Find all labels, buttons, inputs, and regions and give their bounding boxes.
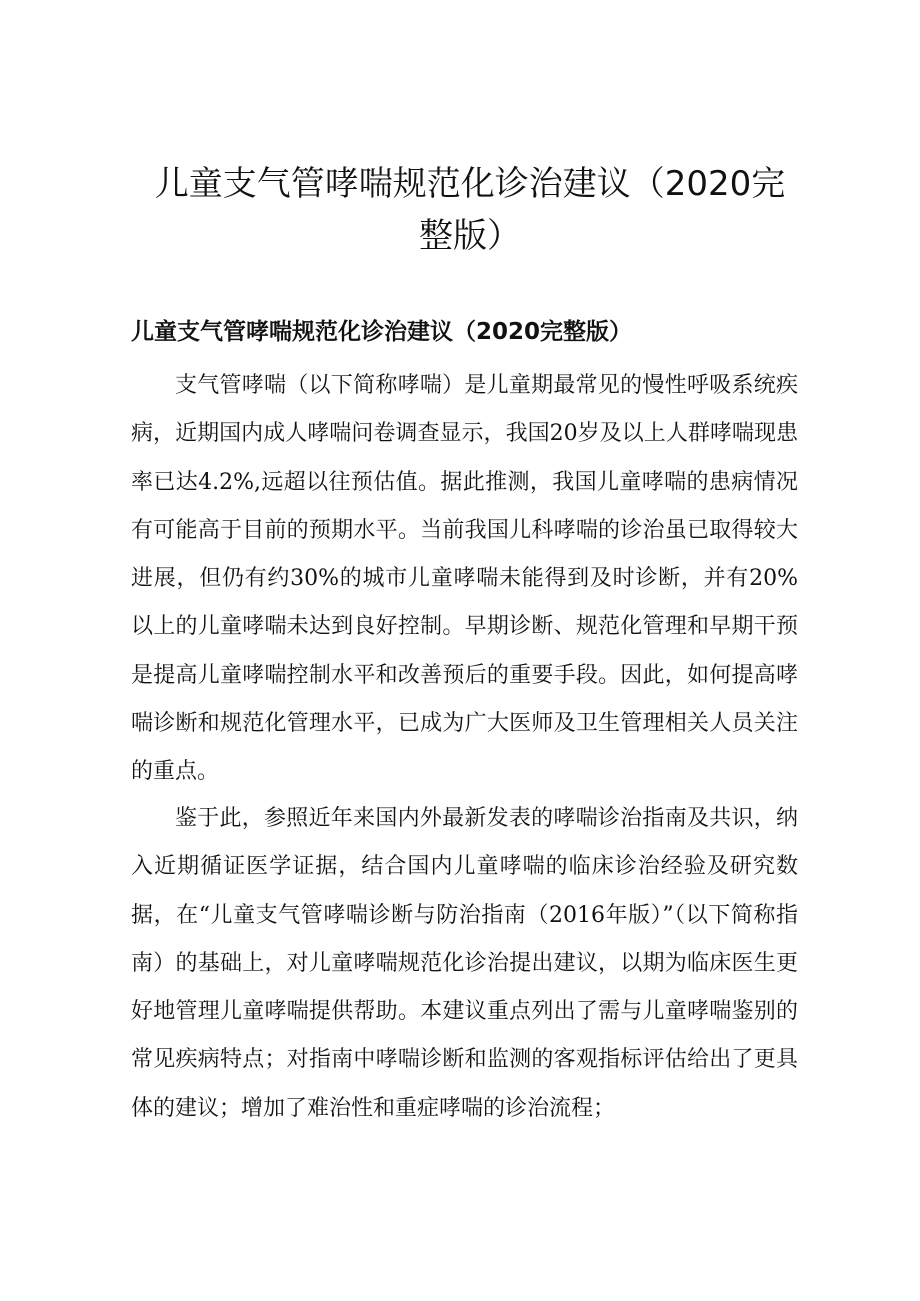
body-paragraph-2: 鉴于此，参照近年来国内外最新发表的哮喘诊治指南及共识，纳入近期循证医学证据，结合国内儿童哮喘的临床诊治经验及研究数据，在“儿童支气管哮喘诊断与防治指南（2016年版）”（以下简称指南）的基础上，对儿童哮喘规范化诊治提出建议，以期为临床医生更好地管理儿童哮喘提供帮助。本建议重点列出了需与儿童哮喘鉴别的常见疾病特点；对指南中哮喘诊断和监测的客观指标评估给出了更具体的建议；增加了难治性和重症哮喘的诊治流程； — [131, 806, 798, 1121]
body-paragraph-1: 支气管哮喘（以下简称哮喘）是儿童期最常见的慢性呼吸系统疾病，近期国内成人哮喘问卷调查显示，我国20岁及以上人群哮喘现患率已达4.2%,远超以往预估值。据此推测，我国儿童哮喘的患病情况有可能高于目前的预期水平。当前我国儿科哮喘的诊治虽已取得较大进展，但仍有约30%的城市儿童哮喘未能得到及时诊断，并有20%以上的儿童哮喘未达到良好控制。早期诊断、规范化管理和早期干预是提高儿童哮喘控制水平和改善预后的重要手段。因此，如何提高哮喘诊断和规范化管理水平，已成为广大医师及卫生管理相关人员关注的重点。 — [131, 373, 798, 785]
document-title: 儿童支气管哮喘规范化诊治建议（2020完整版） — [154, 164, 786, 256]
section-heading: 儿童支气管哮喘规范化诊治建议（2020完整版） — [131, 319, 633, 345]
